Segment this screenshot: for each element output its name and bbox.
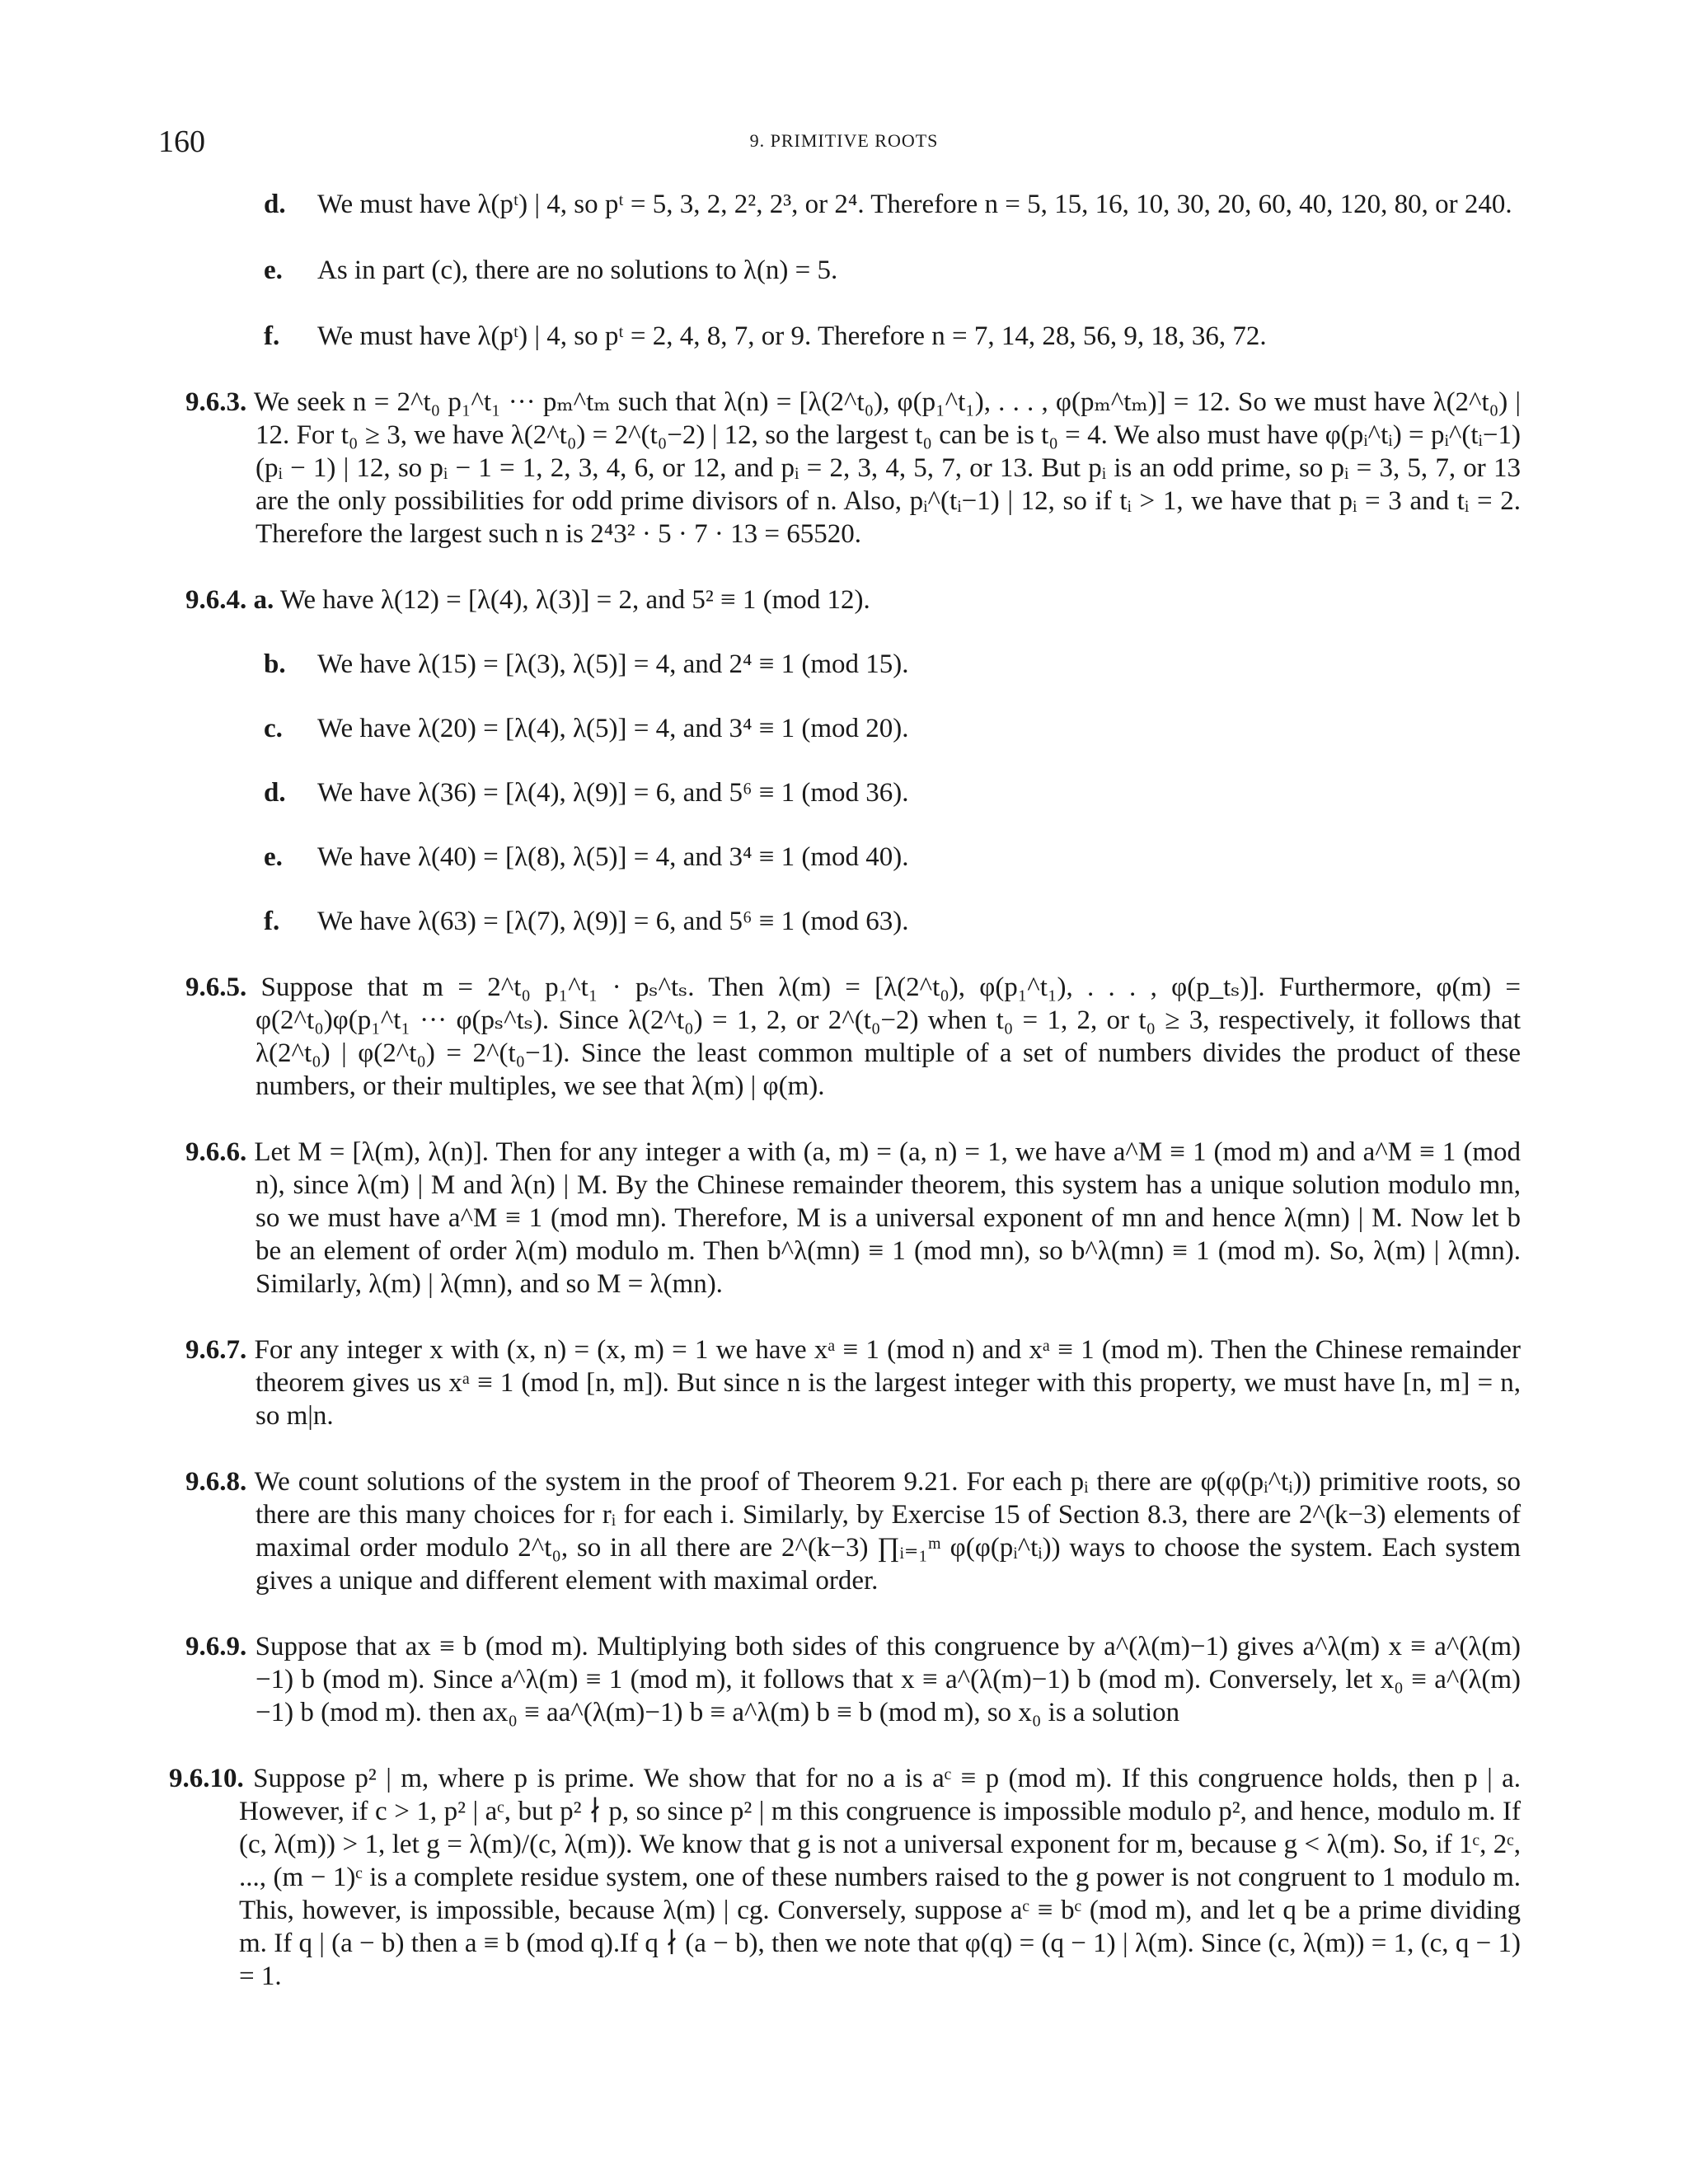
part-label: d. <box>264 778 286 808</box>
solution-text: Suppose that ax ≡ b (mod m). Multiplying both sides of this congruence by a^(λ(m)−1) gives a^λ(m) x ≡ a^(λ(m)−1) b (mod m). Since a^λ(m) ≡ 1 (mod m), it follows that x ≡ a^(λ(m)−1) b (mod m). Conversely, let x₀ ≡ a^(λ(m)−1) b (mod m). then ax₀ ≡ aa^(λ(m)−1) b ≡ a^λ(m) b ≡ b (mod m), so x₀ is a solution <box>255 1632 1521 1727</box>
part-label: d. <box>264 190 286 219</box>
solution-text: We seek n = 2^t₀ p₁^t₁ ··· pₘ^tₘ such that λ(n) = [λ(2^t₀), φ(p₁^t₁), . . . , φ(pₘ^tₘ)] = 12. So we must have λ(2^t₀) | 12. For t₀ ≥ 3, we have λ(2^t₀) = 2^(t₀−2) | 12, so the largest t₀ can be is t₀ = 4. We also must have φ(pᵢ^tᵢ) = pᵢ^(tᵢ−1)(pᵢ − 1) | 12, so pᵢ − 1 = 1, 2, 3, 4, 6, or 12, and pᵢ = 2, 3, 4, 5, 7, or 13. But pᵢ is an odd prime, so pᵢ = 3, 5, 7, or 13 are the only possibilities for odd prime divisors of n. Also, pᵢ^(tᵢ−1) | 12, so if tᵢ > 1, we have that pᵢ = 3 and tᵢ = 2. Therefore the largest such n is 2⁴3² · 5 · 7 · 13 = 65520. <box>253 387 1521 549</box>
part-label: c. <box>264 714 283 743</box>
solution-number: 9.6.10. <box>169 1764 244 1793</box>
item-9-6-4-d <box>185 776 1521 809</box>
part-text: We have λ(20) = [λ(4), λ(5)] = 4, and 3⁴ ≡ 1 (mod 20). <box>317 714 909 743</box>
part-text: We have λ(12) = [λ(4), λ(3)] = 2, and 5² ≡ 1 (mod 12). <box>279 585 870 615</box>
solution-9-6-7 <box>185 1333 1521 1432</box>
solution-9-6-10 <box>169 1762 1521 1993</box>
solution-number: 9.6.6. <box>185 1137 247 1167</box>
page-header <box>0 124 1688 157</box>
item-9-6-4-c <box>185 712 1521 745</box>
part-text: We have λ(40) = [λ(8), λ(5)] = 4, and 3⁴ ≡ 1 (mod 40). <box>317 842 909 872</box>
solution-9-6-5 <box>185 971 1521 1103</box>
solution-9-6-3 <box>185 386 1521 551</box>
solution-number: 9.6.9. <box>185 1632 247 1661</box>
running-head: 9. PRIMITIVE ROOTS <box>749 130 939 151</box>
solution-text: We count solutions of the system in the proof of Theorem 9.21. For each pᵢ there are φ(φ(pᵢ^tᵢ)) primitive roots, so there are this many choices for rᵢ for each i. Similarly, by Exercise 15 of Section 8.3, there are 2^(k−3) elements of maximal order modulo 2^t₀, so in all there are 2^(k−3) ∏ᵢ₌₁ᵐ φ(φ(pᵢ^tᵢ)) ways to choose the system. Each system gives a unique and different element with maximal order. <box>254 1467 1521 1596</box>
item-9-6-4-b <box>185 648 1521 681</box>
item-9-6-4-e <box>185 841 1521 874</box>
item-9-6-2-d <box>185 188 1521 221</box>
part-text: As in part (c), there are no solutions to λ(n) = 5. <box>317 255 838 285</box>
part-text: We must have λ(pᵗ) | 4, so pᵗ = 5, 3, 2, 2², 2³, or 2⁴. Therefore n = 5, 15, 16, 10, 30, 20, 60, 40, 120, 80, or 240. <box>317 190 1512 219</box>
part-label: f. <box>264 907 280 936</box>
part-label: b. <box>264 649 286 679</box>
solution-9-6-6 <box>185 1136 1521 1301</box>
part-text: We must have λ(pᵗ) | 4, so pᵗ = 2, 4, 8, 7, or 9. Therefore n = 7, 14, 28, 56, 9, 18, 36, 72. <box>317 321 1267 351</box>
solution-number: 9.6.3. <box>185 387 247 417</box>
solution-number: 9.6.5. <box>185 972 247 1002</box>
solution-9-6-4-a <box>185 583 1521 616</box>
part-text: We have λ(15) = [λ(3), λ(5)] = 4, and 2⁴ ≡ 1 (mod 15). <box>317 649 909 679</box>
page-number: 160 <box>158 124 205 159</box>
part-label: e. <box>264 255 283 285</box>
solution-number: 9.6.4. <box>185 585 247 615</box>
solution-9-6-8 <box>185 1465 1521 1597</box>
page-content <box>169 188 1522 2026</box>
solution-9-6-9 <box>185 1630 1521 1729</box>
part-text: We have λ(36) = [λ(4), λ(9)] = 6, and 5⁶ ≡ 1 (mod 36). <box>317 778 909 808</box>
solution-text: Let M = [λ(m), λ(n)]. Then for any integer a with (a, m) = (a, n) = 1, we have a^M ≡ 1 (mod m) and a^M ≡ 1 (mod n), since λ(m) | M and λ(n) | M. By the Chinese remainder theorem, this system has a unique solution modulo mn, so we must have a^M ≡ 1 (mod mn). Therefore, M is a universal exponent of mn and hence λ(mn) | M. Now let b be an element of order λ(m) modulo m. Then b^λ(mn) ≡ 1 (mod mn), so b^λ(mn) ≡ 1 (mod m). So, λ(m) | λ(mn). Similarly, λ(m) | λ(mn), and so M = λ(mn). <box>254 1137 1522 1299</box>
part-label: e. <box>264 842 283 872</box>
solution-text: For any integer x with (x, n) = (x, m) = 1 we have xᵃ ≡ 1 (mod n) and xᵃ ≡ 1 (mod m). Then the Chinese remainder theorem gives us xᵃ ≡ 1 (mod [n, m]). But since n is the largest integer with this property, we must have [n, m] = n, so m|n. <box>254 1335 1522 1431</box>
item-9-6-2-e <box>185 254 1521 287</box>
item-9-6-2-f <box>185 320 1521 353</box>
part-label: a. <box>253 585 274 615</box>
solution-text: Suppose that m = 2^t₀ p₁^t₁ · pₛ^tₛ. Then λ(m) = [λ(2^t₀), φ(p₁^t₁), . . . , φ(p_tₛ)]. Furthermore, φ(m) = φ(2^t₀)φ(p₁^t₁ ··· φ(pₛ^tₛ). Since λ(2^t₀) = 1, 2, or 2^(t₀−2) when t₀ = 1, 2, or t₀ ≥ 3, respectively, it follows that λ(2^t₀) | φ(2^t₀) = 2^(t₀−1). Since the least common multiple of a set of numbers divides the product of these numbers, or their multiples, we see that λ(m) | φ(m). <box>256 972 1521 1101</box>
part-text: We have λ(63) = [λ(7), λ(9)] = 6, and 5⁶ ≡ 1 (mod 63). <box>317 907 909 936</box>
solution-number: 9.6.8. <box>185 1467 247 1497</box>
item-9-6-4-f <box>185 905 1521 938</box>
solution-number: 9.6.7. <box>185 1335 247 1365</box>
solution-text: Suppose p² | m, where p is prime. We show that for no a is aᶜ ≡ p (mod m). If this congruence holds, then p | a. However, if c > 1, p² | aᶜ, but p² ∤ p, so since p² | m this congruence is impossible modulo p², and hence, modulo m. If (c, λ(m)) > 1, let g = λ(m)/(c, λ(m)). We know that g is not a universal exponent for m, because g < λ(m). So, if 1ᶜ, 2ᶜ, ..., (m − 1)ᶜ is a complete residue system, one of these numbers raised to the g power is not congruent to 1 modulo m. This, however, is impossible, because λ(m) | cg. Conversely, suppose aᶜ ≡ bᶜ (mod m), and let q be a prime dividing m. If q | (a − b) then a ≡ b (mod q).If q ∤ (a − b), then we note that φ(q) = (q − 1) | λ(m). Since (c, λ(m)) = 1, (c, q − 1) = 1. <box>239 1764 1521 1991</box>
part-label: f. <box>264 321 280 351</box>
